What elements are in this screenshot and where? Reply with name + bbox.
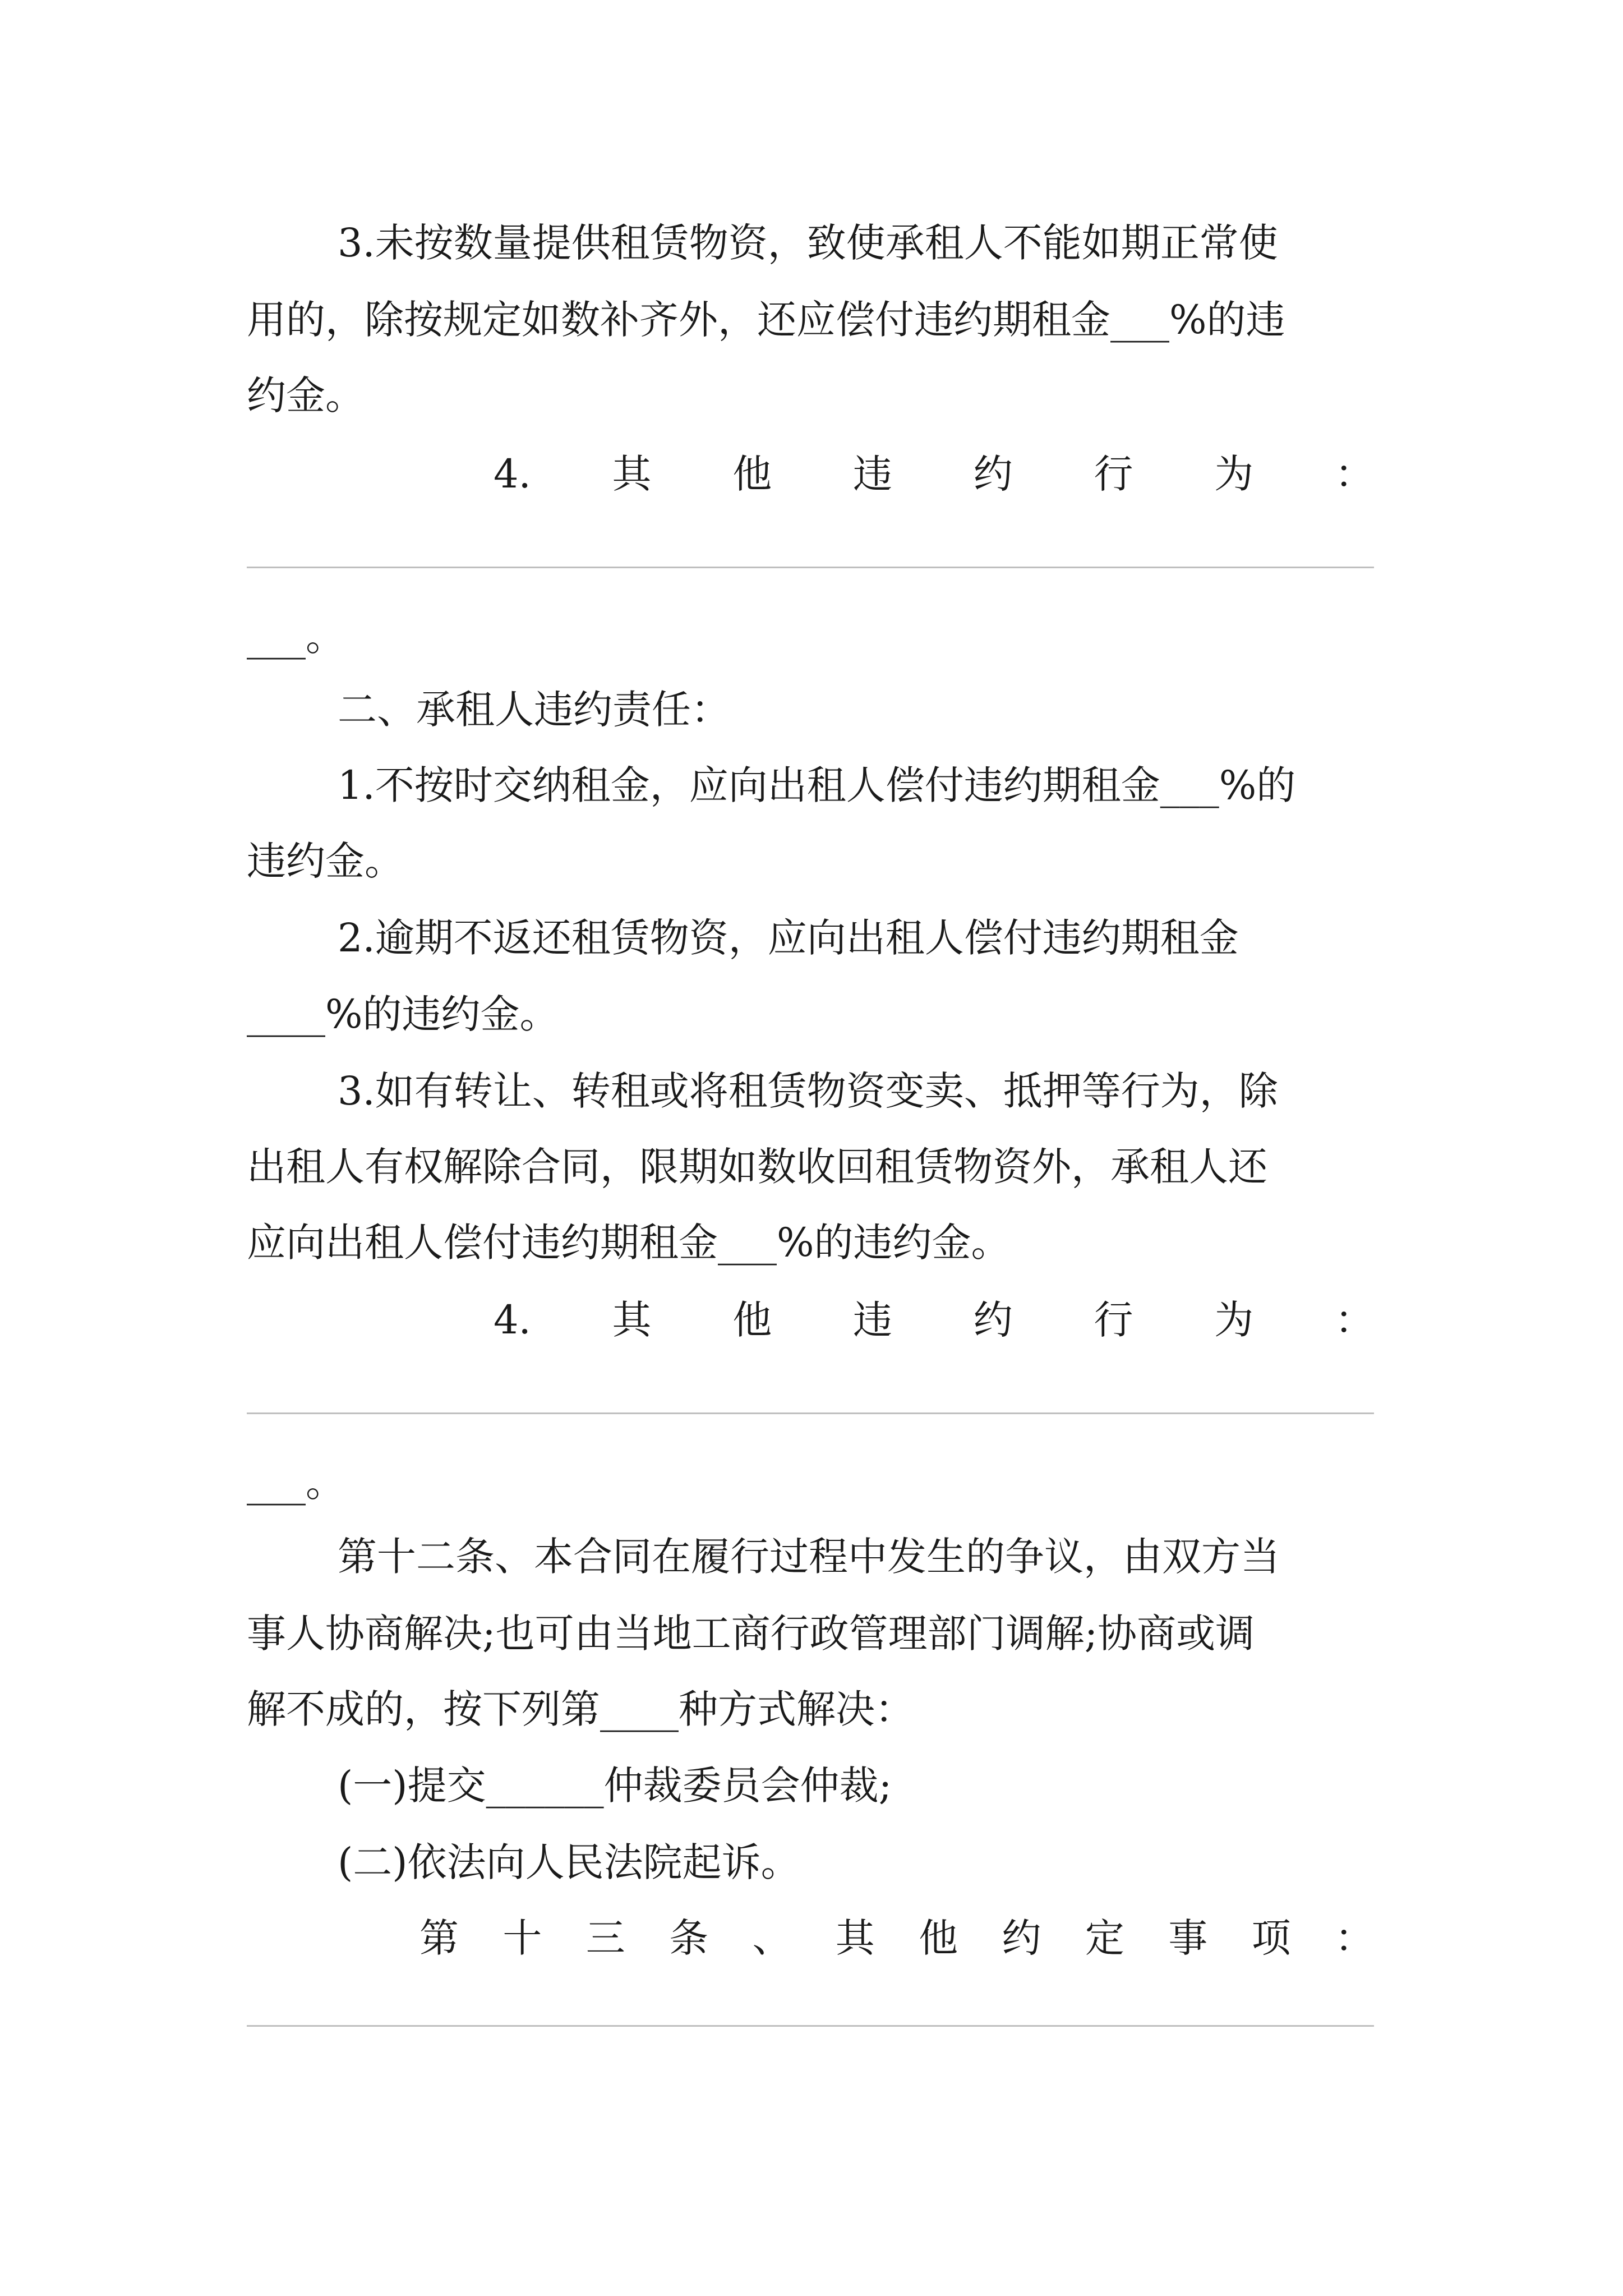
clause-4-char: 4. (494, 451, 531, 497)
lessee-clause-3-line-1: 3.如有转让、转租或将租赁物资变卖、抵押等行为，除 (338, 1068, 1278, 1114)
fill-in-rule (247, 2025, 1374, 2027)
blank-end-line: ___。 (247, 1460, 345, 1506)
lessee-clause-1-line-1: 1.不按时交纳租金，应向出租人偿付违约期租金___%的 (338, 762, 1296, 808)
lessee-clause-3-line-2: 出租人有权解除合同，限期如数收回租赁物资外，承租人还 (247, 1144, 1267, 1190)
clause-3-line-1: 3.未按数量提供租赁物资，致使承租人不能如期正常使 (338, 220, 1278, 266)
clause-4-char: 约 (973, 1297, 1013, 1343)
clause-4-justified-heading (494, 451, 1374, 497)
clause-4-char: ： (1334, 1297, 1374, 1343)
article-13-char: 三 (585, 1915, 625, 1961)
clause-4-char: 行 (1094, 451, 1133, 497)
article-12-line-3: 解不成的，按下列第____种方式解决： (247, 1686, 914, 1732)
clause-4-char: 违 (853, 451, 892, 497)
clause-4-char: 违 (853, 1297, 892, 1343)
clause-4-char: 他 (732, 451, 772, 497)
clause-4-char: ： (1334, 451, 1374, 497)
section-heading-lessee-liability: 二、承租人违约责任： (338, 687, 730, 733)
lessee-clause-2-line-2: ____%的违约金。 (247, 991, 559, 1037)
article-13-char: 约 (1002, 1915, 1041, 1961)
article-13-char: 项 (1251, 1915, 1291, 1961)
article-13-char: 条 (669, 1915, 709, 1961)
clause-3-line-2: 用的，除按规定如数补齐外，还应偿付违约期租金___%的违 (247, 297, 1285, 343)
clause-4-char: 其 (612, 1297, 652, 1343)
clause-4-char: 其 (612, 451, 652, 497)
clause-4-char: 为 (1214, 451, 1254, 497)
fill-in-rule (247, 567, 1374, 568)
lessee-clause-1-line-2: 违约金。 (247, 838, 404, 884)
clause-4-char: 为 (1214, 1297, 1254, 1343)
article-13-char: ： (1334, 1915, 1374, 1961)
article-13-char: 其 (835, 1915, 875, 1961)
clause-4-char: 约 (973, 451, 1013, 497)
fill-in-rule (247, 1412, 1374, 1414)
option-2-litigation: (二)依法向人民法院起诉。 (338, 1839, 800, 1885)
blank-end-line: ___。 (247, 614, 345, 660)
clause-3-line-3: 约金。 (247, 372, 365, 418)
article-13-char: 、 (752, 1915, 792, 1961)
article-13-char: 第 (419, 1915, 459, 1961)
lessee-clause-3-line-3: 应向出租人偿付违约期租金___%的违约金。 (247, 1220, 1011, 1266)
lessee-clause-2-line-1: 2.逾期不返还租赁物资，应向出租人偿付违约期租金 (338, 915, 1239, 961)
article-13-justified-heading (419, 1915, 1374, 1961)
lessee-clause-4-justified-heading (494, 1297, 1374, 1343)
option-1-arbitration: (一)提交______仲裁委员会仲裁; (338, 1763, 892, 1809)
article-13-char: 事 (1168, 1915, 1208, 1961)
article-12-line-1: 第十二条、本合同在履行过程中发生的争议，由双方当 (338, 1534, 1280, 1580)
article-12-line-2: 事人协商解决;也可由当地工商行政管理部门调解;协商或调 (247, 1611, 1255, 1657)
article-13-char: 十 (502, 1915, 542, 1961)
clause-4-char: 他 (732, 1297, 772, 1343)
clause-4-char: 4. (494, 1297, 531, 1343)
article-13-char: 他 (919, 1915, 958, 1961)
clause-4-char: 行 (1094, 1297, 1133, 1343)
article-13-char: 定 (1085, 1915, 1124, 1961)
